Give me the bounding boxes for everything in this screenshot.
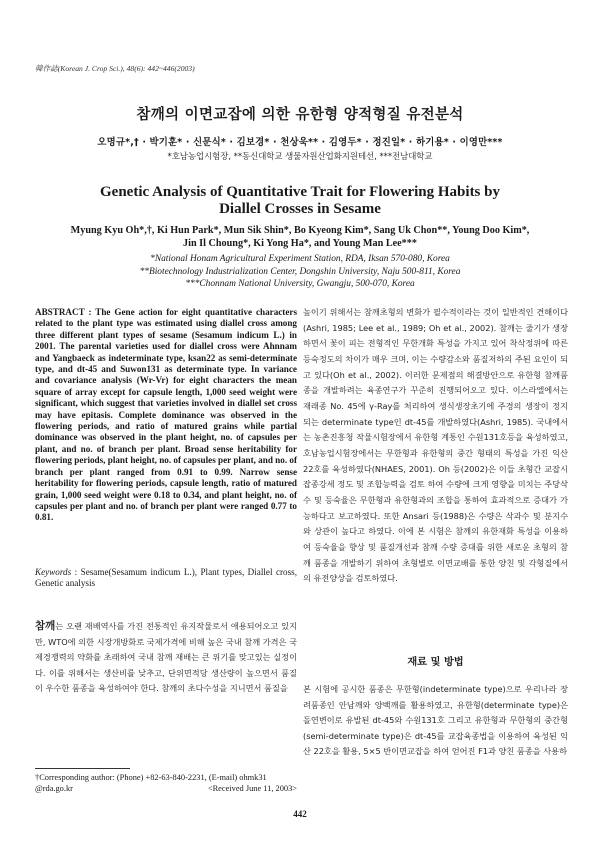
english-title bbox=[40, 184, 560, 218]
corresponding-author: †Corresponding author: (Phone) +82-63-840-2231, (E-mail) ohmk31 bbox=[35, 773, 267, 782]
english-title-line-2: Diallel Crosses in Sesame bbox=[219, 201, 381, 217]
english-affiliation-3: ***Chonnam National University, Gwangju, 500-070, Korea bbox=[185, 279, 415, 290]
intro-drop-word: 참깨 bbox=[35, 620, 56, 632]
journal-header: 韓作誌(Korean J. Crop Sci.), 48(6): 442~446(2003) bbox=[35, 64, 195, 73]
english-authors-line-2: Jin Il Choung*, Ki Yong Ha*, and Young Man Lee*** bbox=[183, 237, 417, 249]
received-date: <Received June 11, 2003> bbox=[207, 784, 297, 794]
footnote-line-2 bbox=[35, 783, 297, 794]
korean-affiliation: *호남농업시험장, **동신대학교 생물자원산업화지원테선, ***전남대학교 bbox=[167, 151, 433, 161]
introduction-left bbox=[35, 619, 297, 697]
english-authors-line-1: Myung Kyu Oh*,†, Ki Hun Park*, Mun Sik Shin*, Bo Kyeong Kim*, Sang Uk Chon**, Young Doo Kim*, bbox=[70, 225, 530, 236]
keywords-label: Keywords bbox=[35, 567, 72, 577]
english-authors bbox=[40, 225, 560, 250]
footnote-divider bbox=[35, 768, 130, 769]
korean-title: 참깨의 이면교잡에 의한 유한형 양적형질 유전분석 bbox=[136, 107, 464, 123]
methods-heading: 재료 및 방법 bbox=[407, 657, 464, 668]
keywords bbox=[35, 567, 297, 590]
english-affiliations bbox=[40, 253, 560, 291]
english-affiliation-2: **Biotechnology Industrialization Center, Dongshin University, Naju 500-811, Korea bbox=[139, 266, 461, 277]
footnote bbox=[35, 772, 297, 795]
email-tail: @rda.go.kr bbox=[35, 784, 73, 794]
intro-left-text: 는 오랜 재배역사를 가진 전통적인 유지작물로서 애용되어오고 있지만, WTO에 의한 시장개방화로 국제가격에 비해 높은 국내 참깨 가격은 국제경쟁력의 약화를 초래하여 국내 참깨 재배는 큰 위기를 맞고있는 실정이다. 이를 위해서는 생산비를 낮추고, 단위면적당 생산량이 높으면서 품질이 우수한 품종을 육성하여야 한다. 참깨의 초다수성을 지니면서 품질을 bbox=[35, 621, 297, 694]
korean-authors: 오명규*,† · 박기훈* · 신문식* · 김보경* · 천상욱** · 김영두* · 정진일* · 하기용* · 이영만*** bbox=[97, 137, 503, 148]
english-title-line-1: Genetic Analysis of Quantitative Trait for Flowering Habits by bbox=[100, 184, 500, 200]
methods-text: 본 시험에 공시한 품종은 무한형(indeterminate type)으로 우리나라 장려품종인 안남깨와 양백깨를 활용하였고, 유한형(determinate type)은 돌연변이로 유발된 dt-45와 수원131호 그리고 유한형과 무한형의 중간형(semi-determinate type)은 dt-45를 교잡육종법을 이용하여 육성된 익산 22호을 활용, 5×5 반이면교잡을 하여 얻어진 F1과 양친 품종을 사용하 bbox=[303, 684, 568, 757]
abstract bbox=[35, 307, 297, 524]
abstract-text: The Gene action for eight quantitative characters related to the plant type was estimated using diallel cross among three different plant types of sesame (Sesamum indicum L.) in 2001. The parental varieties used for diallel cross were Ahnnam and Yangbaeck as indeterminate type, ksan22 as semi-determinate type, and dt-45 and Suwon131 as determinate type. In variance and covariance analysis (Wr-Vr) for eight characters the mean square of array except for capsule length, 1,000 seed weight were significant, which suggest that varieties involved in diallel set cross may have epitasis. Complete dominance was observed in the flowering periods, and ratio of matured grains while partial dominance was observed in the plant height, no. of capsules per plant, and no. of branch per plant. Broad sense heritability for flowering periods, plant height, no. of capsules per plant, and no. of branch per plant ranged from 0.91 to 0.99. Narrow sense heritability for flowering periods, capsule length, ratio of matured grain, 1,000 seed weight were 0.18 to 0.34, and plant height, no. of capsules per plant and no. of branch per plant were ranged 0.77 to 0.81. bbox=[35, 307, 297, 523]
keywords-text: : Sesame(Sesamum indicum L.), Plant types, Diallel cross, Genetic analysis bbox=[35, 567, 298, 589]
abstract-label: ABSTRACT : bbox=[35, 307, 92, 317]
introduction-right: 높이기 위해서는 참깨초형의 변화가 필수적이라는 것이 일반적인 견해이다(Ashri, 1985; Lee et al., 1989; Oh et al., 2002). 참깨는 줄기가 생장하면서 꽃이 피는 전형적인 무한개화 특성을 가지고 있어 착삭정위에 따른 등숙정도의 차이가 매우 크며, 이는 수량감소와 품질저하의 주된 요인이 되고 있다(Oh et al., 2002). 이러한 문제점의 해결방안으로 유한형 참깨품종을 개발하려는 육종연구가 꾸준히 진행되어오고 있다. 이스라엘에서는 재래종 No. 45에 γ-Ray를 처리하여 생식생장초기에 주경의 생장이 정지되는 determinate type인 dt-45를 개발하였다(Ashri, 1985). 국내에서는 농촌진흥청 작물시험장에서 유한형 계통인 수원131호등을 육성하였고, 호남농업시험장에서는 무한형과 유한형의 중간 형태의 특성을 가진 익산22호를 육성하였다(NHAES, 2001). Oh 등(2002)은 이들 초형간 교잡시 잡종강세 정도 및 조합능력을 검토 하여 수량에 크게 영향을 미치는 주당삭수 및 등숙율은 무한형과 유한형과의 조합을 통하여 효과적으로 증대가 가능하다고 보고하였다. 또한 Ansari 등(1988)은 수량은 삭과수 및 분지수와 상관이 높다고 하였다. 이에 본 시험은 참깨의 유한재화 특성을 이용하여 등숙율을 향상 및 품질개선과 참깨 수량 증대를 위한 새로운 초형의 참깨 품종을 개발하기 위하여 초형별로 이면교배를 통한 양친 및 각형질에서의 유전양상을 검토하였다. bbox=[303, 307, 568, 584]
english-affiliation-1: *National Honam Agricultural Experiment Station, RDA, Iksan 570-080, Korea bbox=[150, 254, 450, 264]
page-number: 442 bbox=[293, 809, 307, 819]
